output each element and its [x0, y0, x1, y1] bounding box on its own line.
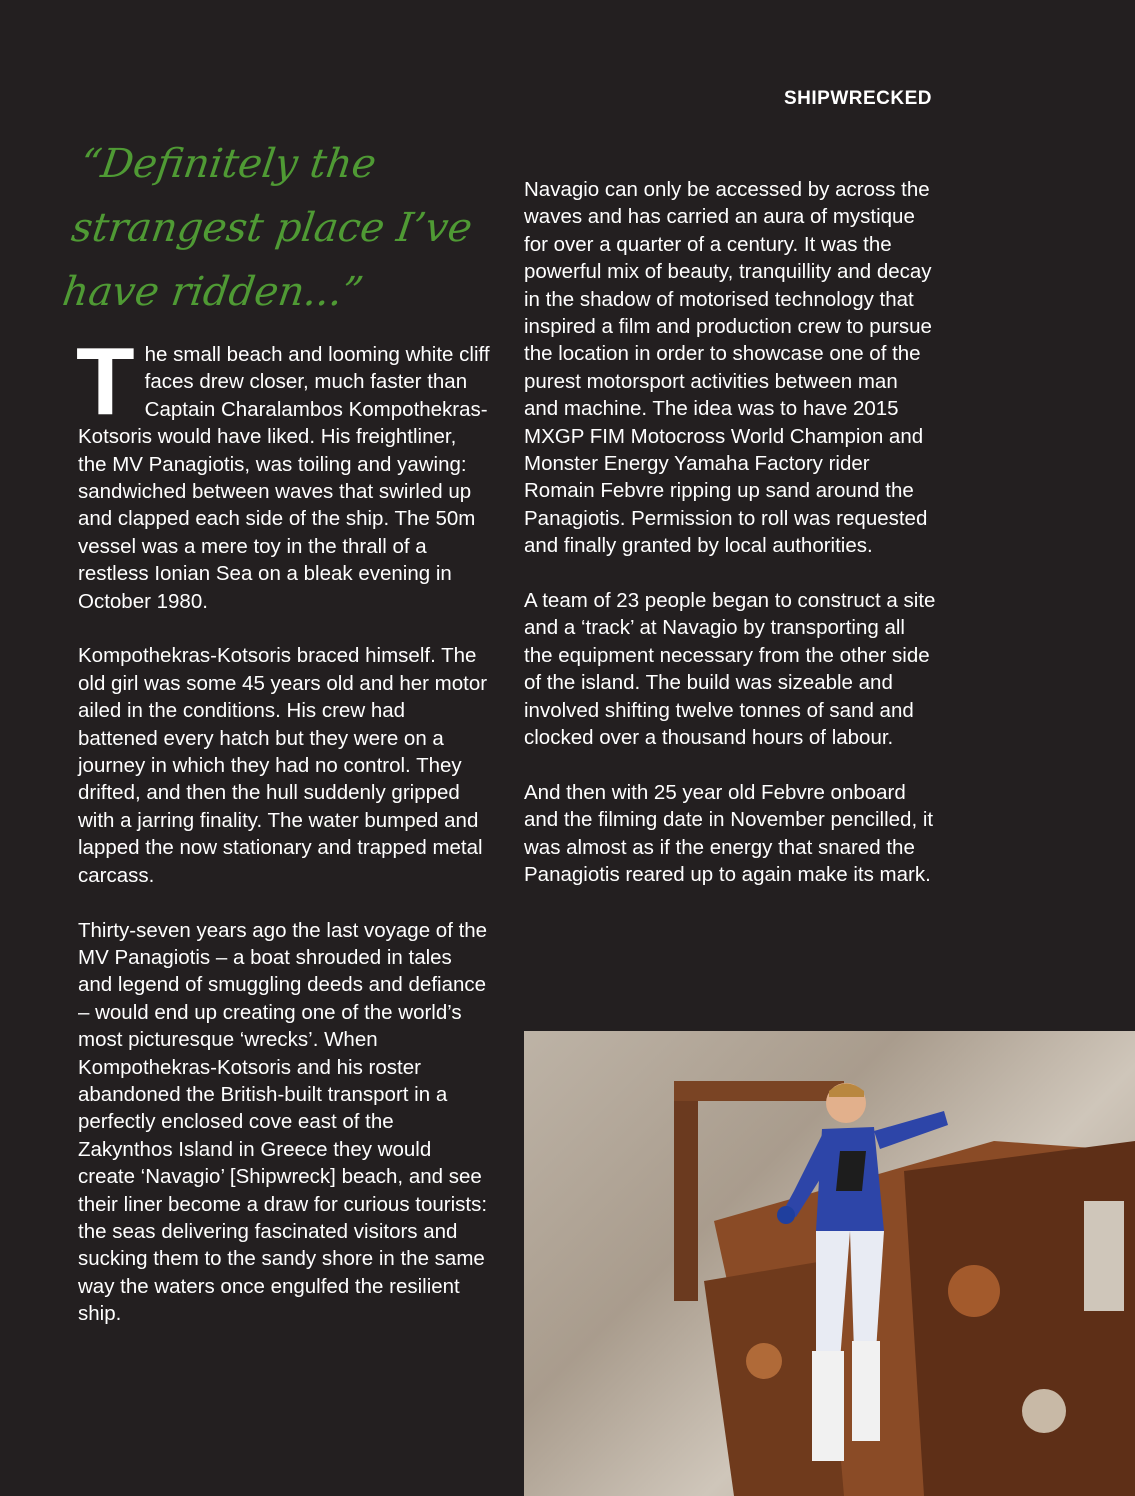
- pull-quote: “Definitely the strangest place I’ve have ridden...”: [59, 141, 475, 315]
- paint-patch: [1022, 1389, 1066, 1433]
- rust-patch: [948, 1265, 1000, 1317]
- paragraph-4: Navagio can only be accessed by across the waves and has carried an aura of mystique for over a quarter of a century. It was the powerful mix of beauty, tranquillity and decay in the shadow of motorised technology that inspired a film and production crew to pursue the location in order to showcase one of the purest motorsport activities between man and machine. The idea was to have 2015 MXGP FIM Motocross World Champion and Monster Energy Yamaha Factory rider Romain Febvre ripping up sand around the Panagiotis. Permission to roll was requested and finally granted by local authorities.: [524, 178, 932, 558]
- left-column: [76, 328, 490, 1355]
- paragraph-1-text: he small beach and looming white cliff faces drew closer, much faster than Captain Charalambos Kompothekras-Kotsoris would have liked. His freightliner, the MV Panagiotis, was toiling and yawing: sandwiched between waves that swirled up and clapped each side of the ship. The 50m vessel was a mere toy in the thrall of a restless Ionian Sea on a bleak evening in October 1980.: [78, 343, 490, 613]
- section-label: SHIPWRECKED: [783, 88, 932, 109]
- paragraph-3: Thirty-seven years ago the last voyage of the MV Panagiotis – a boat shrouded in tales and legend of smuggling deeds and defiance – would end up creating one of the world’s most picturesque ‘wrecks’. When Kompothekras-Kotsoris and his roster abandoned the British-built transport in a perfectly enclosed cove east of the Zakynthos Island in Greece they would create ‘Navagio’ [Shipwreck] beach, and see their liner become a draw for curious tourists: the seas delivering fascinated visitors and sucking them to the sandy shore in the same way the waters once engulfed the resilient ship.: [78, 918, 488, 1326]
- paragraph-2: Kompothekras-Kotsoris braced himself. The old girl was some 45 years old and her motor ailed in the conditions. His crew had battened every hatch but they were on a journey in which they had no control. They drifted, and then the hull suddenly gripped with a jarring finality. The water bumped and lapped the now stationary and trapped metal carcass.: [78, 644, 488, 887]
- rider-arm-right: [874, 1111, 948, 1149]
- paragraph-6: And then with 25 year old Febvre onboard and the filming date in November pencilled, it was almost as if the energy that snared the Panagiotis reared up to again make its mark.: [524, 780, 934, 887]
- rider-photo: [524, 1031, 1135, 1496]
- right-column: [524, 176, 936, 916]
- rider-jersey-logo: [836, 1151, 866, 1191]
- wreck-panel-right: [904, 1141, 1135, 1496]
- wreck-post-left: [674, 1081, 698, 1301]
- wreck-window: [1084, 1201, 1124, 1311]
- drop-cap: T: [76, 328, 135, 435]
- paragraph-1: [76, 328, 490, 615]
- rider-glove: [777, 1206, 795, 1224]
- paragraph-5: A team of 23 people began to construct a site and a ‘track’ at Navagio by transporting all the equipment necessary from the other side of the island. The build was sizeable and involved shifting twelve tonnes of sand and clocked over a thousand hours of labour.: [524, 589, 936, 750]
- rider-boot-right: [852, 1341, 880, 1441]
- rider-illustration: [524, 1031, 1135, 1496]
- rider-boot-left: [812, 1351, 844, 1461]
- wreck-beam-top: [674, 1081, 844, 1101]
- rust-patch: [746, 1343, 782, 1379]
